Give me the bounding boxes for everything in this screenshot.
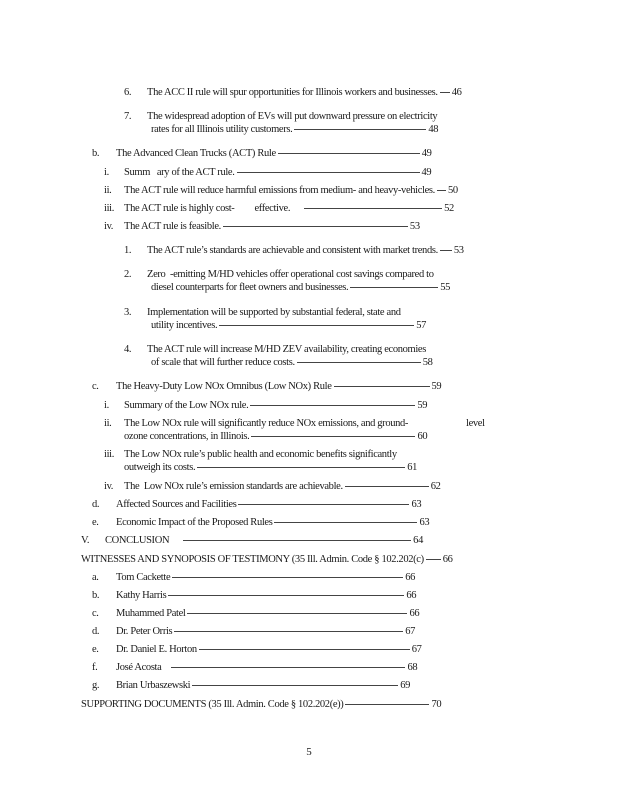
toc-number: 7. [124,111,132,122]
toc-number: b. [92,148,100,159]
toc-page-number: 49 [421,148,432,159]
toc-leader [304,208,442,209]
toc-page-number: 52 [444,203,454,214]
toc-number: e. [92,517,99,528]
toc-number: i. [104,167,109,178]
toc-page-number: 57 [416,320,427,331]
toc-number: f. [92,662,98,673]
toc-title: SUPPORTING DOCUMENTS (35 Ill. Admin. Code § 102.202(e)) [81,699,344,710]
toc-leader [168,595,404,596]
toc-title: The ACT rule will increase M/HD ZEV availability, creating economies [147,344,426,355]
toc-entry[interactable] [92,661,417,674]
toc-entry[interactable] [92,380,441,393]
toc-entry[interactable] [92,498,421,511]
toc-title: The Advanced Clean Trucks (ACT) Rule [116,148,276,159]
toc-leader [250,405,415,406]
toc-number: d. [92,626,100,637]
toc-entry[interactable] [124,343,426,356]
toc-number: 2. [124,269,132,280]
toc-leader [219,325,414,326]
toc-entry[interactable] [81,698,441,711]
toc-number: 1. [124,245,132,256]
toc-entry[interactable] [104,202,454,215]
toc-title: The ACT rule’s standards are achievable and consistent with market trends. [147,245,438,256]
toc-title: level [466,418,485,429]
toc-leader [350,287,438,288]
toc-leader [345,486,429,487]
toc-leader [345,704,429,705]
toc-page-number: 53 [409,221,420,232]
toc-page-number: 66 [405,572,416,583]
toc-leader [278,153,420,154]
toc-entry[interactable] [81,534,423,547]
toc-page-number: 70 [431,699,442,710]
toc-page-number: 48 [428,124,439,135]
toc-leader [440,92,450,93]
toc-number: 6. [124,87,132,98]
toc-entry[interactable] [104,417,408,430]
toc-entry[interactable] [124,244,464,257]
toc-entry[interactable] [92,571,415,584]
toc-title: The Low NOx rule will significantly reduce NOx emissions, and ground- [124,418,409,429]
toc-entry[interactable] [124,306,401,319]
toc-title: utility incentives. [151,320,218,331]
toc-entry[interactable] [92,625,415,638]
toc-leader [426,559,441,560]
toc-title: Summ ary of the ACT rule. [124,167,235,178]
toc-leader [197,467,405,468]
toc-entry-continuation[interactable] [151,356,433,369]
toc-number: d. [92,499,100,510]
toc-number: e. [92,644,99,655]
toc-number: a. [92,572,99,583]
toc-entry-continuation[interactable] [151,281,450,294]
toc-title: rates for all Illinois utility customers. [151,124,293,135]
toc-page-number: 55 [440,282,451,293]
toc-entry[interactable] [104,184,458,197]
toc-title: Zero -emitting M/HD vehicles offer operational cost savings compared to [147,269,434,280]
toc-page-number: 66 [406,590,417,601]
toc-number: 3. [124,307,132,318]
toc-entry[interactable] [92,607,419,620]
toc-page-number: 63 [419,517,430,528]
toc-title: José Acosta [116,662,162,673]
toc-title: The Low NOx rule’s emission standards are achievable. [124,481,343,492]
toc-leader [183,540,411,541]
toc-entry[interactable] [104,166,431,179]
toc-title: The ACT rule is feasible. [124,221,221,232]
toc-page-number: 69 [400,680,411,691]
toc-title: Economic Impact of the Proposed Rules [116,517,273,528]
toc-number: iv. [104,221,114,232]
toc-leader [251,436,415,437]
toc-page-number: 64 [413,535,423,546]
toc-leader [199,649,410,650]
toc-title: outweigh its costs. [124,462,196,473]
toc-page-number: 66 [409,608,420,619]
toc-leader [294,129,426,130]
toc-number: iii. [104,449,114,460]
toc-title: WITNESSES AND SYNOPOSIS OF TESTIMONY (35 Ill. Admin. Code § 102.202(c) [81,554,424,565]
toc-entry[interactable] [92,147,432,160]
toc-entry[interactable] [92,589,416,602]
toc-title: Dr. Daniel E. Horton [116,644,197,655]
toc-entry[interactable] [92,516,429,529]
toc-leader [334,386,430,387]
toc-leader [238,504,409,505]
toc-page-number: 60 [417,431,428,442]
toc-entry[interactable] [104,399,427,412]
toc-title: Affected Sources and Facilities [116,499,237,510]
toc-title: The ACC II rule will spur opportunities for Illinois workers and businesses. [147,87,438,98]
toc-page-number: 50 [447,185,458,196]
toc-number: ii. [104,418,112,429]
toc-number: iii. [104,203,114,214]
toc-number: V. [81,535,90,546]
toc-page-number: 59 [431,381,442,392]
toc-number: g. [92,680,100,691]
toc-number: b. [92,590,100,601]
toc-number: 4. [124,344,132,355]
toc-leader [174,631,403,632]
toc-entry[interactable] [104,448,397,461]
toc-entry-continuation[interactable] [124,430,427,443]
toc-title: CONCLUSION [105,535,170,546]
toc-leader [172,577,403,578]
toc-entry[interactable] [124,86,462,99]
toc-title: of scale that will further reduce costs. [151,357,295,368]
toc-leader [437,190,446,191]
toc-entry-continuation[interactable] [151,319,426,332]
toc-entry-fragment [466,417,485,430]
toc-page-number: 58 [422,357,433,368]
toc-title: diesel counterparts for fleet owners and businesses. [151,282,349,293]
toc-page-number: 49 [421,167,432,178]
toc-page-number: 61 [407,462,418,473]
toc-title: The Heavy-Duty Low NOx Omnibus (Low NOx) Rule [116,381,332,392]
toc-leader [237,172,420,173]
toc-page-number: 46 [451,87,462,98]
toc-title: Tom Cackette [116,572,171,583]
toc-entry[interactable] [124,110,437,123]
toc-number: c. [92,381,99,392]
toc-page-number: 67 [411,644,422,655]
toc-title: ozone concentrations, in Illinois. [124,431,250,442]
toc-title: The widespread adoption of EVs will put downward pressure on electricity [147,111,438,122]
toc-page-number: 68 [407,662,418,673]
page-number: 5 [306,746,312,758]
toc-title: effective. [254,203,291,214]
toc-page-number: 53 [453,245,464,256]
toc-entry[interactable] [104,480,441,493]
toc-title: Brian Urbaszewski [116,680,191,691]
toc-title: Kathy Harris [116,590,167,601]
toc-entry[interactable] [124,268,434,281]
toc-number: ii. [104,185,112,196]
toc-page-number: 62 [430,481,441,492]
toc-title: The ACT rule is highly cost- [124,203,235,214]
toc-page-number: 63 [411,499,422,510]
toc-page-number: 66 [442,554,453,565]
toc-number: iv. [104,481,114,492]
toc-title: The Low NOx rule’s public health and economic benefits significantly [124,449,397,460]
toc-leader [171,667,405,668]
toc-title: Summary of the Low NOx rule. [124,400,249,411]
toc-entry-continuation[interactable] [124,461,417,474]
toc-leader [223,226,408,227]
toc-number: c. [92,608,99,619]
toc-title: Muhammed Patel [116,608,186,619]
toc-page-number: 59 [417,400,428,411]
toc-page-number: 67 [405,626,416,637]
toc-leader [297,362,421,363]
toc-title: Implementation will be supported by substantial federal, state and [147,307,401,318]
toc-title: The ACT rule will reduce harmful emissions from medium- and heavy-vehicles. [124,185,435,196]
toc-entry-continuation[interactable] [151,123,438,136]
toc-entry[interactable] [92,643,422,656]
toc-leader [187,613,407,614]
toc-leader [440,250,452,251]
toc-leader [274,522,417,523]
toc-entry[interactable] [92,679,410,692]
toc-number: i. [104,400,109,411]
toc-entry[interactable] [104,220,420,233]
toc-entry[interactable] [81,553,453,566]
toc-leader [192,685,398,686]
toc-title: Dr. Peter Orris [116,626,173,637]
